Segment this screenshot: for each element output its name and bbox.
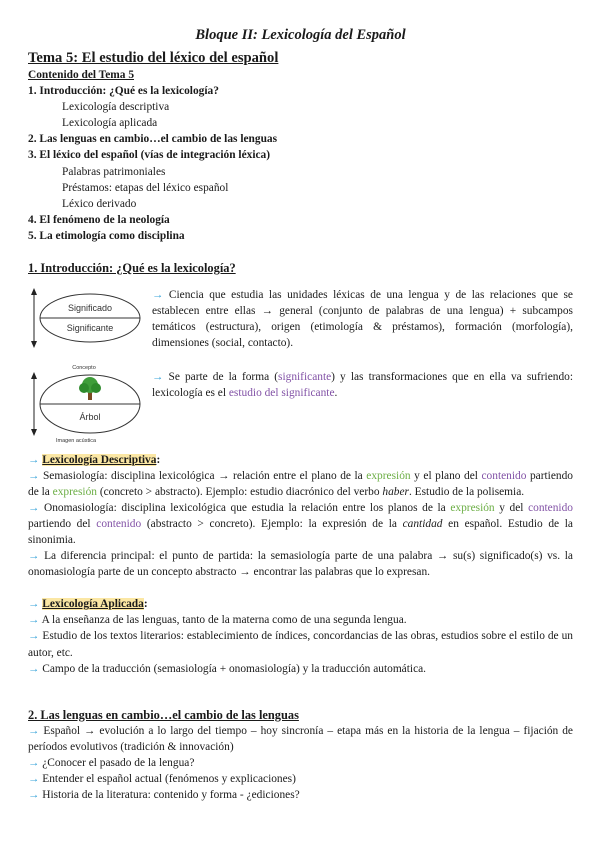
descriptiva-section (28, 452, 573, 581)
page-title: Bloque II: Lexicología del Español (195, 27, 406, 43)
significante-label: Significante (66, 323, 114, 334)
arrow-icon: → (28, 789, 40, 802)
signified-signifier-diagram (28, 286, 152, 350)
toc-item: Palabras patrimoniales (62, 165, 166, 178)
onomasiologia-paragraph: → Onomasiología: disciplina lexicológica que estudia la relación entre los planos de la expresión y del contenido partiendo del contenido (abstracto > concreto). Ejemplo: la expresión de la cantidad en español. Estudio de la sinonimia. (28, 501, 573, 546)
arrow-icon: → (28, 453, 40, 466)
arrow-icon: → (28, 614, 40, 627)
definition-paragraph: → Ciencia que estudia las unidades léxicas de una lengua y de las relaciones que se establecen entre ellas → general (conjunto de palabras de una lengua) + subcampos temáticos (estructura), origen (etimología & préstamos), formación (morfología), dimensiones (social, contacto). (152, 289, 573, 350)
toc-section-1: 1. Introducción: ¿Qué es la lexicología? (28, 85, 219, 98)
intro-significante-row (28, 362, 573, 444)
sign-diagram-2 (28, 362, 152, 444)
descriptiva-heading: → Lexicología Descriptiva: (28, 453, 161, 466)
list-item: → Entender el español actual (fenómenos y explicaciones) (28, 773, 296, 786)
semasiologia-paragraph: → Semasiología: disciplina lexicológica → relación entre el plano de la expresión y el plano del contenido partiendo de la expresión (concreto > abstracto). Ejemplo: estudio diacrónico del verbo haber. Estudio de la polisemia. (28, 469, 573, 498)
diferencia-paragraph: → La diferencia principal: el punto de partida: la semasiología parte de una palabra → su(s) significado(s) vs. la onomasiología parte de un concepto abstracto → encontrar las palabras que lo expresan. (28, 550, 573, 579)
toc-section-4: 4. El fenómeno de la neología (28, 213, 170, 226)
section-heading-cambio: 2. Las lenguas en cambio…el cambio de las lenguas (28, 707, 299, 722)
arrow-icon: → (28, 662, 40, 675)
arrow-icon: → (152, 289, 164, 302)
aplicada-section (28, 596, 573, 676)
arrow-icon: → (28, 773, 40, 786)
list-item: → Historia de la literatura: contenido y forma - ¿ediciones? (28, 789, 300, 802)
arrow-icon: → (28, 757, 40, 769)
toc-heading: Contenido del Tema 5 (28, 69, 135, 81)
section-heading-intro: 1. Introducción: ¿Qué es la lexicología? (28, 261, 236, 276)
toc-section-3: 3. El léxico del español (vías de integración léxica) (28, 149, 271, 162)
list-item: → Estudio de los textos literarios: establecimiento de índices, concordancias de las obras, estudios sobre el estilo de un autor, etc. (28, 630, 573, 659)
arrow-icon: → (152, 370, 164, 383)
sign-diagram-1 (28, 286, 152, 350)
arrow-icon: → (28, 550, 40, 563)
toc (28, 67, 573, 244)
cambio-section (28, 707, 573, 804)
arrow-icon: → (28, 598, 40, 611)
toc-item: Léxico derivado (62, 197, 137, 210)
arrow-icon: → (28, 630, 40, 643)
list-item: → A la enseñanza de las lenguas, tanto de la materna como de una segunda lengua. (28, 614, 407, 627)
toc-item: Préstamos: etapas del léxico español (62, 181, 229, 194)
list-item: → Campo de la traducción (semasiología + onomasiología) y la traducción automática. (28, 662, 427, 675)
toc-item: Lexicología aplicada (62, 117, 158, 130)
intro-definition-row (28, 286, 573, 351)
arrow-icon: → (28, 724, 40, 737)
toc-section-5: 5. La etimología como disciplina (28, 229, 185, 242)
aplicada-heading: → Lexicología Aplicada: (28, 598, 148, 611)
list-item: → ¿Conocer el pasado de la lengua? (28, 757, 195, 769)
tema-title: Tema 5: El estudio del léxico del español (28, 50, 279, 66)
imagen-acustica-caption: Imagen acústica (55, 437, 97, 444)
concepto-caption: Concepto (72, 364, 96, 371)
toc-item: Lexicología descriptiva (62, 101, 170, 114)
significante-paragraph: → Se parte de la forma (significante) y las transformaciones que en ella va sufriendo: lexicología es el estudio del significante. (152, 370, 574, 399)
document-page (28, 0, 573, 803)
toc-section-2: 2. Las lenguas en cambio…el cambio de las lenguas (28, 133, 278, 146)
arrow-icon: → (28, 501, 40, 514)
list-item: → Español → evolución a lo largo del tiempo – hoy sincronía – etapa más en la historia de la lengua – fijación de períodos evolutivos (tradición & innovación) (28, 724, 573, 753)
arrow-icon: → (28, 469, 40, 482)
arbol-label: Árbol (79, 411, 101, 422)
concept-tree-diagram (28, 362, 152, 444)
significado-label: Significado (67, 303, 113, 314)
